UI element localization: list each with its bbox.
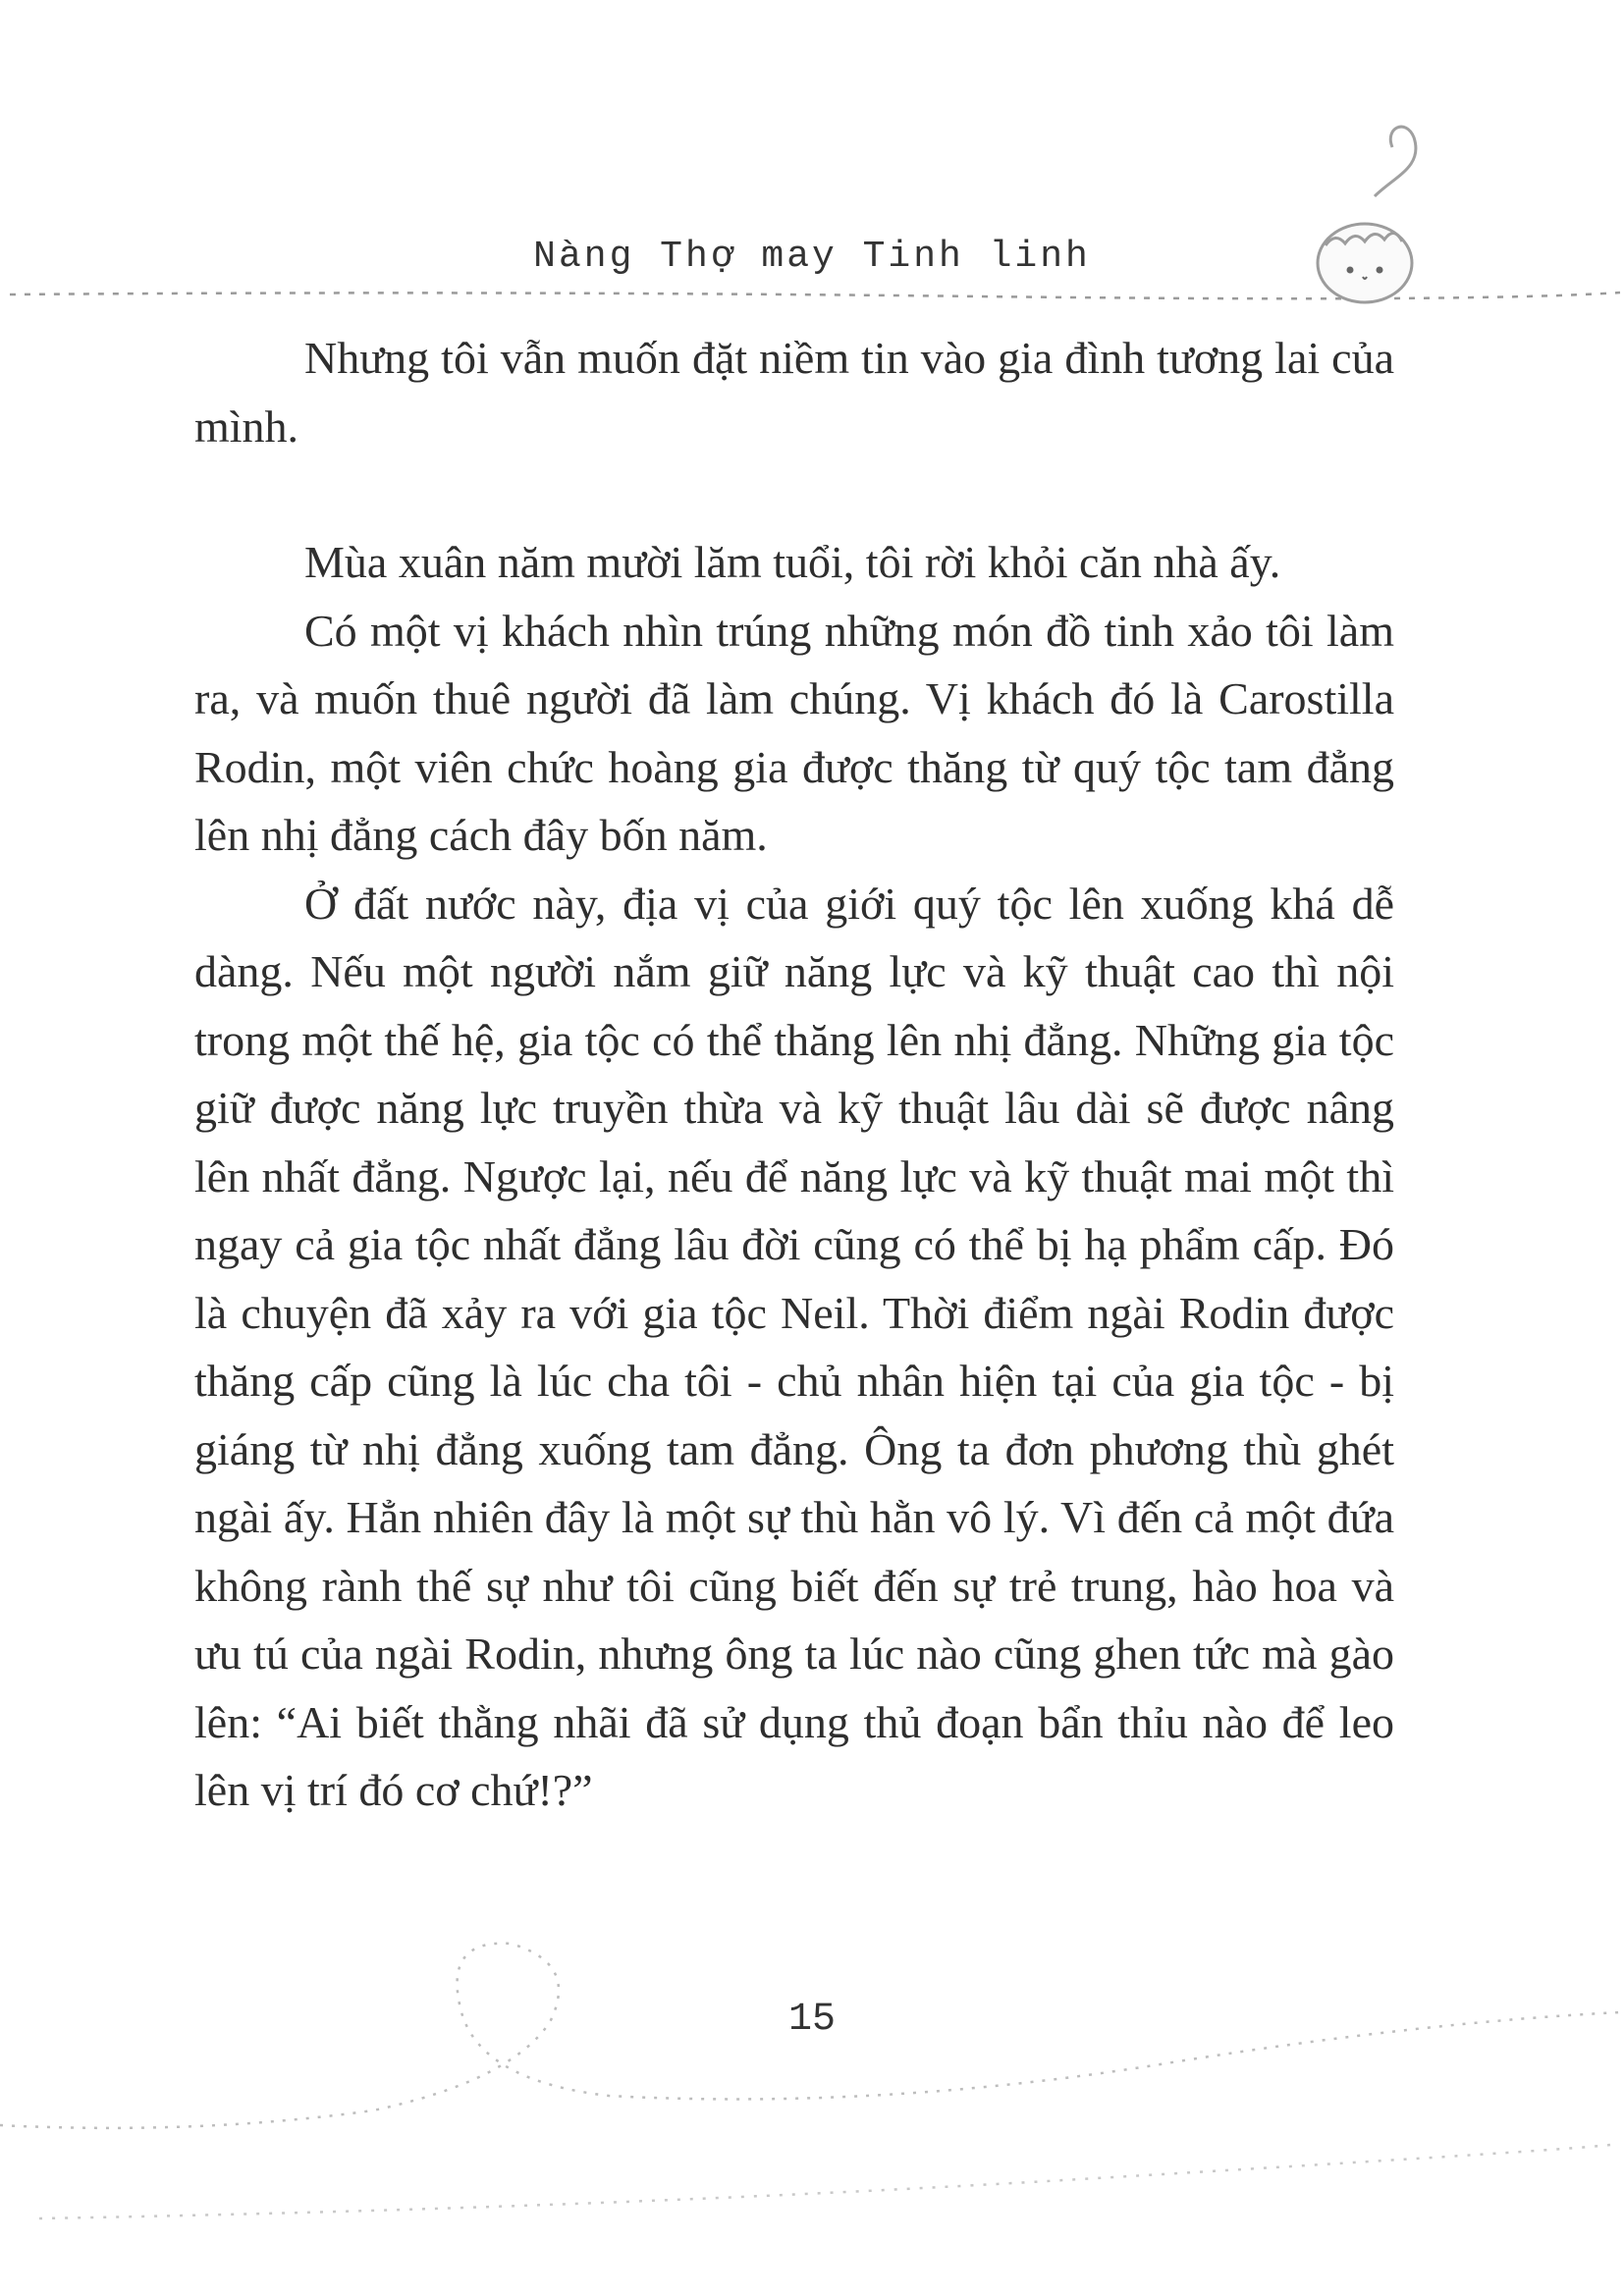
footer-dotted-line [39,2145,1610,2218]
paragraph: Mùa xuân năm mười lăm tuổi, tôi rời khỏi căn nhà ấy. [304,537,1281,587]
paragraph: Ở đất nước này, địa vị của giới quý tộc lên xuống khá dễ dàng. Nếu một người nắm giữ năng lực và kỹ thuật cao thì nội trong một thế hệ, gia tộc có thể thăng lên nhị đẳng. Những gia tộc giữ được năng lực truyền thừa và kỹ thuật lâu dài sẽ được nâng lên nhất đẳng. Ngược lại, nếu để năng lực và kỹ thuật mai một thì ngay cả gia tộc nhất đẳng lâu đời cũng có thể bị hạ phẩm cấp. Đó là chuyện đã xảy ra với gia tộc Neil. Thời điểm ngài Rodin được thăng cấp cũng là lúc cha tôi - chủ nhân hiện tại của gia tộc - bị giáng từ nhị đẳng xuống tam đẳng. Ông ta đơn phương thù ghét ngài ấy. Hẳn nhiên đây là một sự thù hằn vô lý. Vì đến cả một đứa không rành thế sự như tôi cũng biết đến sự trẻ trung, hào hoa và ưu tú của ngài Rodin, nhưng ông ta lúc nào cũng ghen tức mà gào lên: “Ai biết thằng nhãi đã sử dụng thủ đoạn bẩn thỉu nào để leo lên vị trí đó cơ chứ!?” [194,878,1394,1815]
body-text [194,324,1394,1825]
paragraph: Nhưng tôi vẫn muốn đặt niềm tin vào gia đình tương lai của mình. [194,333,1394,452]
running-header-title: Nàng Thợ may Tinh linh [533,236,1091,278]
header-dashed-line [10,293,1620,298]
paragraph: Có một vị khách nhìn trúng những món đồ tinh xảo tôi làm ra, và muốn thuê người đã làm chúng. Vị khách đó là Carostilla Rodin, một viên chức hoàng gia được thăng từ quý tộc tam đẳng lên nhị đẳng cách đây bốn năm. [194,605,1394,860]
page-number: 15 [787,1998,836,2042]
